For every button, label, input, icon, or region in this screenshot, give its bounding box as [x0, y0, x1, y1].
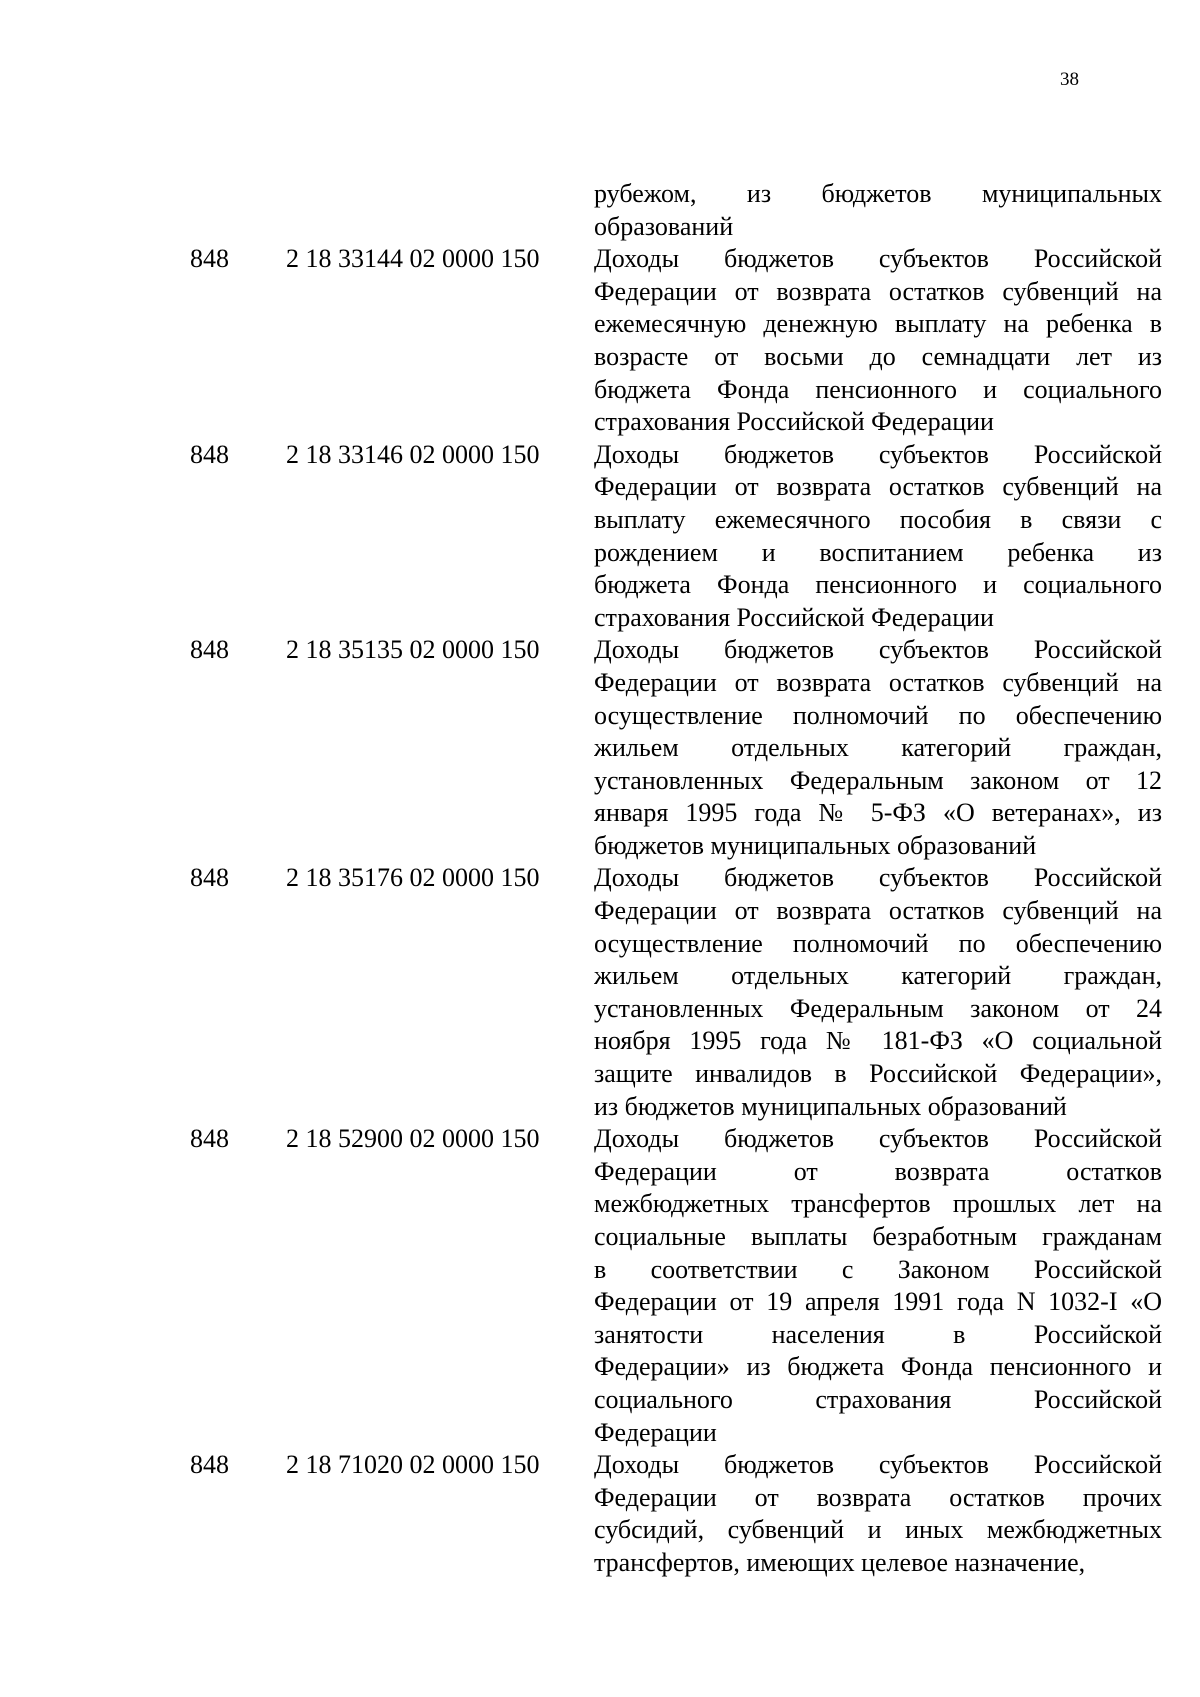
admin-code-cell: 848: [190, 439, 229, 469]
revenue-description-cell: [594, 243, 1162, 439]
description-line: установленных Федеральным законом от 12: [594, 765, 1162, 795]
description-line: трансфертов, имеющих целевое назначение,: [594, 1547, 1086, 1577]
admin-code-cell: 848: [190, 1450, 229, 1480]
description-line: из бюджетов муниципальных образований: [594, 1091, 1067, 1121]
table-row: [0, 243, 1200, 439]
description-line: Федерации от возврата остатков прочих: [594, 1482, 1162, 1512]
budget-classification-code-cell: 2 18 35135 02 0000 150: [286, 635, 540, 665]
description-line: Федерации от возврата остатков: [594, 1156, 1162, 1186]
description-line: страхования Российской Федерации: [594, 602, 994, 632]
description-line: Доходы бюджетов субъектов Российской: [594, 1124, 1162, 1154]
admin-code-cell: 848: [190, 635, 229, 665]
description-line: бюджета Фонда пенсионного и социального: [594, 374, 1162, 404]
description-line: жильем отдельных категорий граждан,: [594, 961, 1162, 991]
description-line: рубежом, из бюджетов муниципальных: [594, 179, 1162, 208]
description-line: осуществление полномочий по обеспечению: [594, 700, 1162, 730]
budget-classification-code-cell: 2 18 35176 02 0000 150: [286, 863, 540, 893]
description-line: социального страхования Российской: [594, 1384, 1162, 1414]
description-line: Федерации» из бюджета Фонда пенсионного и: [594, 1352, 1162, 1382]
table-row: [0, 439, 1200, 635]
description-line: защите инвалидов в Российской Федерации»,: [594, 1059, 1162, 1089]
description-line: Федерации от возврата остатков субвенций на: [594, 276, 1162, 306]
description-line: возрасте от восьми до семнадцати лет из: [594, 341, 1162, 371]
description-line: установленных Федеральным законом от 24: [594, 993, 1162, 1023]
budget-codes-table: [0, 178, 1200, 1580]
description-line: Доходы бюджетов субъектов Российской: [594, 863, 1162, 893]
description-line: Федерации от 19 апреля 1991 года N 1032-I «О: [594, 1287, 1162, 1317]
page-number: 38: [1060, 69, 1079, 90]
revenue-description-cell: [594, 1449, 1162, 1579]
revenue-description-cell: [594, 1123, 1162, 1449]
budget-classification-code-cell: 2 18 33146 02 0000 150: [286, 439, 540, 469]
revenue-description-cell: [594, 439, 1162, 635]
description-line: межбюджетных трансфертов прошлых лет на: [594, 1189, 1162, 1219]
description-line: страхования Российской Федерации: [594, 407, 994, 437]
description-line: выплату ежемесячного пособия в связи с: [594, 504, 1162, 534]
description-line: образований: [594, 211, 734, 241]
description-line: Федерации от возврата остатков субвенций на: [594, 472, 1162, 502]
description-line: Федерации от возврата остатков субвенций на: [594, 667, 1162, 697]
revenue-description-cell: [594, 178, 1162, 243]
description-line: осуществление полномочий по обеспечению: [594, 928, 1162, 958]
description-line: занятости населения в Российской: [594, 1319, 1162, 1349]
table-row: [0, 1123, 1200, 1449]
table-row: [0, 634, 1200, 862]
description-line: Доходы бюджетов субъектов Российской: [594, 1450, 1162, 1480]
description-line: Доходы бюджетов субъектов Российской: [594, 244, 1162, 274]
description-line: социальные выплаты безработным гражданам: [594, 1222, 1162, 1251]
table-row: [0, 1449, 1200, 1579]
budget-classification-code-cell: 2 18 71020 02 0000 150: [286, 1450, 540, 1480]
description-line: в соответствии с Законом Российской: [594, 1254, 1162, 1284]
description-line: бюджетов муниципальных образований: [594, 830, 1037, 860]
admin-code-cell: 848: [190, 244, 229, 274]
table-row: [0, 862, 1200, 1123]
description-line: Федерации: [594, 1417, 717, 1447]
description-line: января 1995 года № 5-ФЗ «О ветеранах», из: [594, 798, 1162, 828]
table-row: [0, 178, 1200, 243]
admin-code-cell: 848: [190, 1124, 229, 1154]
description-line: субсидий, субвенций и иных межбюджетных: [594, 1515, 1162, 1545]
budget-classification-code-cell: 2 18 33144 02 0000 150: [286, 244, 540, 274]
admin-code-cell: 848: [190, 863, 229, 893]
description-line: Доходы бюджетов субъектов Российской: [594, 635, 1162, 665]
budget-classification-code-cell: 2 18 52900 02 0000 150: [286, 1124, 540, 1154]
description-line: жильем отдельных категорий граждан,: [594, 733, 1162, 763]
description-line: бюджета Фонда пенсионного и социального: [594, 570, 1162, 600]
revenue-description-cell: [594, 634, 1162, 862]
description-line: Федерации от возврата остатков субвенций на: [594, 896, 1162, 926]
description-line: Доходы бюджетов субъектов Российской: [594, 439, 1162, 469]
description-line: ноября 1995 года № 181-ФЗ «О социальной: [594, 1026, 1162, 1056]
revenue-description-cell: [594, 862, 1162, 1123]
description-line: рождением и воспитанием ребенка из: [594, 537, 1162, 567]
description-line: ежемесячную денежную выплату на ребенка в: [594, 309, 1162, 339]
